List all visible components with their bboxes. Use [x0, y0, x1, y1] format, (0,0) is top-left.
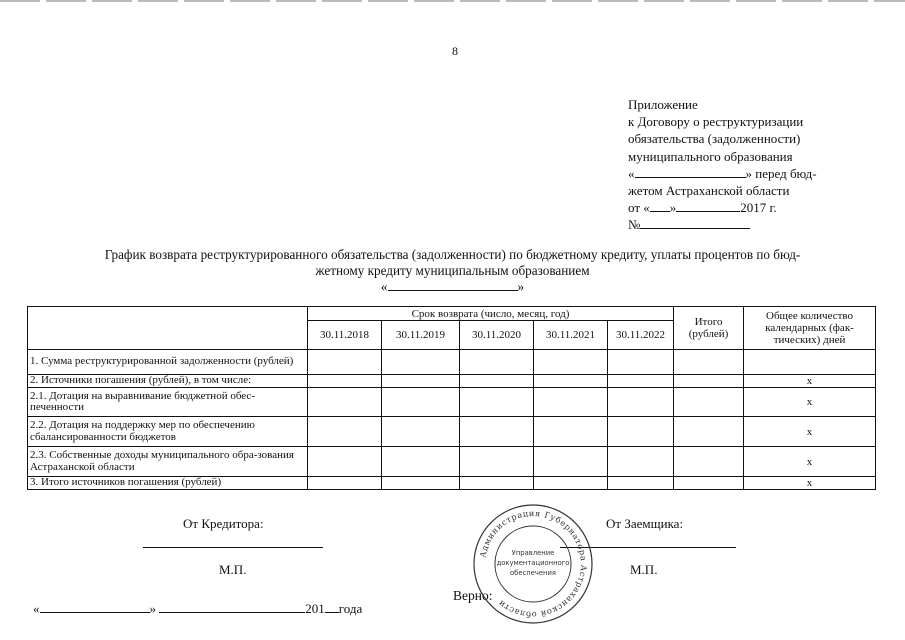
creditor-label: От Кредитора: [183, 516, 264, 531]
blank-sign-month [159, 600, 305, 613]
table-cell [460, 375, 534, 388]
appendix-date-line: от « » 2017 г. [628, 200, 777, 216]
table-cell [382, 417, 460, 447]
appendix-municipality-line: « » перед бюд- [628, 165, 817, 181]
stamp-ring-text: Администрация Губернатора Астраханской области [477, 507, 590, 621]
table-cell [608, 375, 674, 388]
verno-label: Верно: [453, 588, 493, 603]
signature-date-line: « » 201 года [33, 601, 363, 616]
table-cell [460, 350, 534, 375]
schedule-title: График возврата реструктурированного обязательства (задолженности) по бюджетному кредиту, уплаты процентов по бюд- жетному кредиту муниципальным образованием « » [20, 247, 885, 295]
creditor-signature-line [143, 547, 323, 548]
table-cell [534, 477, 608, 490]
row-label: 1. Сумма реструктурированной задолженности (рублей) [28, 350, 308, 375]
header-date: 30.11.2021 [534, 321, 608, 350]
table-cell [534, 375, 608, 388]
table-row [28, 350, 876, 375]
days-cell: x [744, 375, 876, 388]
table-cell [308, 477, 382, 490]
table-cell [674, 417, 744, 447]
borrower-seal-label: М.П. [630, 562, 658, 577]
page-number: 8 [452, 44, 458, 58]
table-cell [608, 447, 674, 477]
days-cell [744, 350, 876, 375]
stamp-center-line: Управление [511, 549, 555, 557]
appendix-line: к Договору о реструктуризации [628, 114, 804, 130]
row-label: 2.3. Собственные доходы муниципального обра-зования Астраханской области [28, 447, 308, 477]
table-cell [608, 417, 674, 447]
row-label: 2. Источники погашения (рублей), в том числе: [28, 375, 308, 388]
table-cell [382, 477, 460, 490]
stamp-center-line: документационного [496, 559, 570, 567]
appendix-line: обязательства (задолженности) [628, 131, 801, 147]
blank-title-municipality [388, 279, 518, 291]
appendix-line: Приложение [628, 97, 698, 112]
table-cell [308, 350, 382, 375]
row-label: 3. Итого источников погашения (рублей) [28, 477, 308, 490]
title-municipality-line: « » [380, 279, 525, 294]
table-cell [674, 350, 744, 375]
appendix-block [628, 96, 868, 234]
table-cell [460, 477, 534, 490]
table-cell [608, 388, 674, 417]
table-cell [308, 375, 382, 388]
blank-sign-day [40, 600, 150, 613]
header-empty-cell [28, 307, 308, 350]
table-cell [534, 388, 608, 417]
borrower-label: От Заемщика: [606, 516, 684, 531]
table-cell [608, 350, 674, 375]
table-row [28, 417, 876, 447]
appendix-line: муниципального образования [628, 148, 793, 164]
header-days: Общее количество календарных (фак-тических) дней [744, 307, 876, 350]
blank-month [676, 199, 740, 212]
blank-day [650, 199, 670, 212]
header-date: 30.11.2020 [460, 321, 534, 350]
table-cell [674, 388, 744, 417]
days-cell: x [744, 447, 876, 477]
table-cell [382, 350, 460, 375]
table-cell [382, 375, 460, 388]
table-cell [382, 388, 460, 417]
table-cell [460, 388, 534, 417]
row-label: 2.1. Дотация на выравнивание бюджетной обес-печенности [28, 388, 308, 417]
blank-sign-year [325, 600, 339, 613]
table-cell [460, 417, 534, 447]
table-cell [460, 447, 534, 477]
table-cell [674, 447, 744, 477]
header-date: 30.11.2019 [382, 321, 460, 350]
table-cell [308, 417, 382, 447]
table-cell [308, 388, 382, 417]
table-cell [382, 447, 460, 477]
days-cell: x [744, 477, 876, 490]
appendix-number-line: № [628, 216, 868, 233]
header-total: Итого (рублей) [674, 307, 744, 350]
table-row [28, 477, 876, 490]
table-row [28, 388, 876, 417]
table-cell [534, 417, 608, 447]
days-cell: x [744, 417, 876, 447]
top-border-line [0, 0, 905, 2]
blank-number [640, 216, 750, 229]
days-cell: x [744, 388, 876, 417]
official-stamp [472, 503, 594, 625]
header-return-term: Срок возврата (число, месяц, год) [308, 307, 674, 321]
row-label: 2.2. Дотация на поддержку мер по обеспечению сбалансированности бюджетов [28, 417, 308, 447]
table-cell [608, 477, 674, 490]
table-cell [534, 447, 608, 477]
table-row [28, 375, 876, 388]
stamp-center-line: обеспечения [509, 569, 557, 577]
appendix-line: жетом Астраханской области [628, 183, 790, 199]
header-date: 30.11.2018 [308, 321, 382, 350]
blank-municipality [635, 165, 746, 178]
table-cell [674, 375, 744, 388]
creditor-seal-label: М.П. [219, 562, 247, 577]
table-row [28, 447, 876, 477]
table-cell [534, 350, 608, 375]
header-date: 30.11.2022 [608, 321, 674, 350]
table-cell [674, 477, 744, 490]
table-cell [308, 447, 382, 477]
repayment-schedule-table [27, 306, 876, 490]
